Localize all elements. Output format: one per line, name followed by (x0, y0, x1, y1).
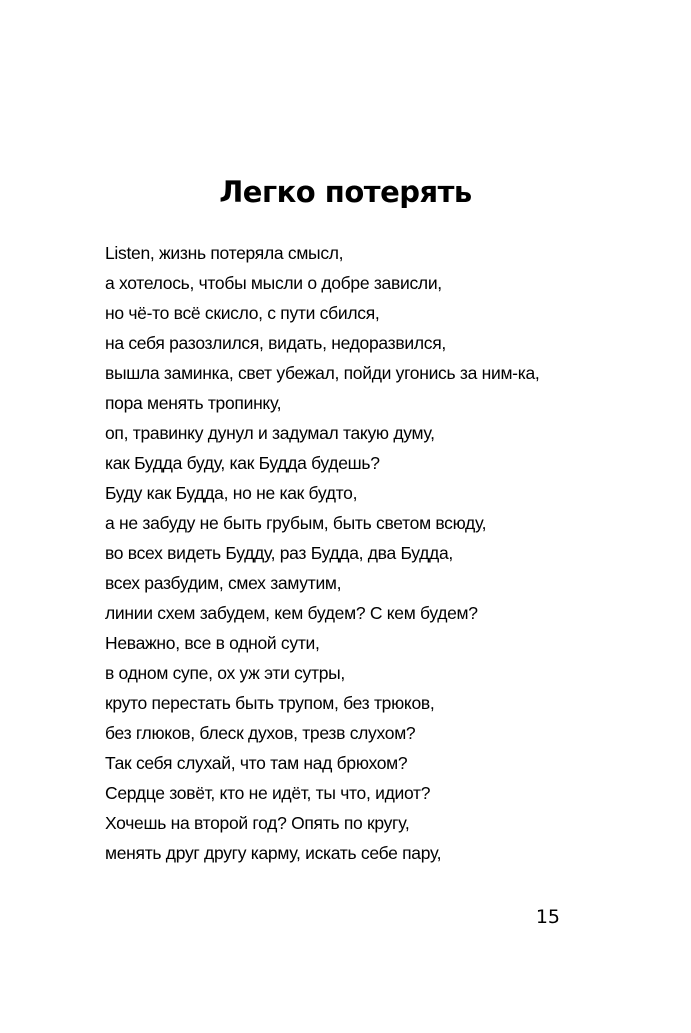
page-number: 15 (535, 906, 560, 928)
verse-line: как Будда буду, как Будда будешь? (105, 453, 380, 473)
verse-line: а хотелось, чтобы мысли о добре зависли, (105, 273, 442, 293)
verse-line: круто перестать быть трупом, без трюков, (105, 693, 435, 713)
verse-line: без глюков, блеск духов, трезв слухом? (105, 723, 416, 743)
verse-line: а не забуду не быть грубым, быть светом всюду, (105, 513, 487, 533)
verse-line: на себя разозлился, видать, недоразвился, (105, 333, 446, 353)
verse-line: Неважно, все в одной сути, (105, 633, 320, 653)
verse-line: но чё-то всё скисло, с пути сбился, (105, 303, 380, 323)
verse-line: пора менять тропинку, (105, 393, 282, 413)
poem-verse (105, 238, 665, 868)
verse-line: Listen, жизнь потеряла смысл, (105, 243, 344, 263)
verse-line: вышла заминка, свет убежал, пойди угонись за ним-ка, (105, 363, 540, 383)
verse-line: менять друг другу карму, искать себе пару, (105, 843, 442, 863)
verse-line: Сердце зовёт, кто не идёт, ты что, идиот? (105, 783, 431, 803)
verse-line: всех разбудим, смех замутим, (105, 573, 342, 593)
verse-line: в одном супе, ох уж эти сутры, (105, 663, 345, 683)
poem-title: Легко потерять (219, 175, 472, 209)
verse-line: Хочешь на второй год? Опять по кругу, (105, 813, 410, 833)
verse-line: линии схем забудем, кем будем? С кем будем? (105, 603, 478, 623)
verse-line: Буду как Будда, но не как будто, (105, 483, 358, 503)
verse-line: Так себя слухай, что там над брюхом? (105, 753, 408, 773)
verse-line: во всех видеть Будду, раз Будда, два Будда, (105, 543, 453, 563)
verse-line: оп, травинку дунул и задумал такую думу, (105, 423, 435, 443)
